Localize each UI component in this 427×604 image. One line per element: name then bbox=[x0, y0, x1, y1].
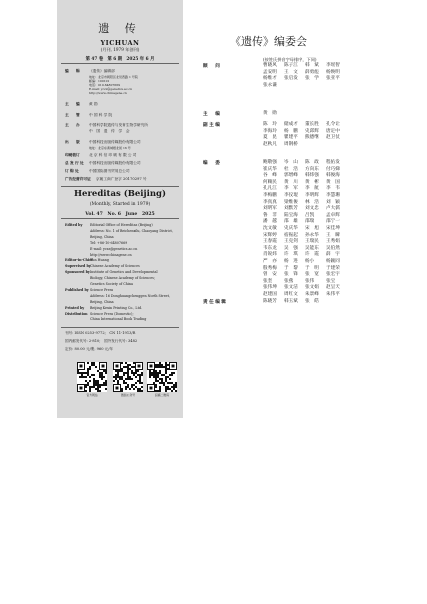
section-label: 副主编 bbox=[203, 123, 222, 128]
order-row: 订 购 处 中国国际图书贸易总公司 bbox=[65, 169, 130, 173]
member-name: 孟卓辉 bbox=[326, 212, 340, 218]
member-name: 熊德继 bbox=[305, 135, 319, 141]
member-name: 何赖民 bbox=[263, 179, 277, 185]
member-name: 陆宝海 bbox=[284, 212, 298, 218]
member-name: 鲁 非 bbox=[263, 212, 277, 218]
member-row bbox=[263, 206, 347, 212]
wechat-qr-code-icon[interactable] bbox=[113, 362, 143, 392]
english-credit-row: Tel: +86-10-64807669 bbox=[90, 240, 128, 245]
member-row bbox=[263, 272, 347, 278]
member-name: 杜 浩 bbox=[284, 166, 298, 172]
english-credit-row: Distribution Science Press (Domestic); bbox=[65, 311, 134, 316]
member-row bbox=[263, 173, 347, 179]
member-name: 杨 鹏 bbox=[284, 128, 298, 134]
member-row bbox=[263, 266, 347, 272]
member-name: 朱景峰 bbox=[305, 292, 319, 297]
member-name: 黄 川 bbox=[284, 179, 298, 185]
postal-code-line: 国内邮发代号: 2-810; 国外发行代号: 3482 bbox=[65, 339, 138, 343]
member-name: 许 霞 bbox=[305, 252, 319, 258]
qr-label: 投稿二维码 bbox=[155, 393, 169, 397]
member-name: 王 文 bbox=[284, 69, 298, 75]
member-name: 李海玲 bbox=[263, 128, 277, 134]
sponsor-row-2: 中 国 遗 传 学 会 bbox=[89, 129, 130, 133]
member-name: 韦东龙 bbox=[263, 245, 277, 251]
member-name: 崔庆华 bbox=[263, 166, 277, 172]
issn-line: 刊号: ISSN 0253-9772; CN 11-1913/R bbox=[65, 331, 136, 335]
member-name: 朱伟平 bbox=[326, 292, 340, 297]
member-name: 王秀娟 bbox=[326, 239, 340, 245]
english-credit-row: Sponsored byInstitute of Genetics and Developmental bbox=[65, 270, 158, 275]
member-row bbox=[263, 135, 347, 141]
member-name: 许 琪 bbox=[284, 252, 298, 258]
sort-note: (按姓氏拼音字母排序，下同) bbox=[263, 57, 317, 62]
member-name: 张启发 bbox=[284, 76, 298, 82]
member-name: 薛勇彪 bbox=[305, 69, 319, 75]
member-row bbox=[263, 239, 347, 245]
member-row bbox=[263, 167, 347, 173]
member-row bbox=[263, 213, 347, 219]
member-name: 李梅鹏 bbox=[263, 193, 277, 198]
member-row bbox=[263, 279, 347, 285]
member-name: 于 黎 bbox=[284, 265, 298, 271]
member-name: 曾 安 bbox=[263, 272, 277, 278]
board-title: 《遗传》编委会 bbox=[230, 35, 307, 48]
member-name: 殷秀梅 bbox=[263, 265, 277, 271]
english-credit-row: Editor-in-ChiefXun Huang bbox=[65, 258, 109, 263]
member-name: 刘明军 bbox=[263, 206, 277, 212]
member-name: 李 军 bbox=[284, 186, 298, 192]
section-label: 责任编辑 bbox=[203, 300, 228, 305]
member-name: 李明辉 bbox=[305, 193, 319, 198]
journal-logo: 遗 传 bbox=[98, 22, 142, 35]
member-name: 陈 政 bbox=[305, 160, 319, 165]
english-credit-row: Printed by Beijing Kexin Printing Co., Ltd. bbox=[65, 305, 143, 310]
english-credit-row: http://www.chinagene.cn bbox=[90, 252, 132, 257]
member-name: 张宝 bbox=[326, 278, 336, 284]
english-credit-row: E-mail: yczz@genetics.ac.cn bbox=[90, 246, 138, 251]
member-name: 赵卫仗 bbox=[326, 135, 340, 141]
member-name: 瞿建平 bbox=[284, 135, 298, 141]
member-name: 张 皓 bbox=[305, 299, 319, 304]
divider bbox=[61, 63, 179, 64]
member-name: 张永谦 bbox=[263, 82, 277, 88]
member-name: 吴能东 bbox=[305, 245, 319, 251]
qr-label: 官方网站 bbox=[86, 393, 98, 397]
member-name: 付巧娣 bbox=[326, 166, 340, 172]
member-name: 吴伯然 bbox=[326, 245, 340, 251]
publisher-row: 出 版 中国科技出版传媒股份有限公司 bbox=[65, 140, 141, 144]
english-credit-row: Address: No. 1 of Beichenxilu, Chaoyang District, bbox=[90, 228, 173, 233]
member-name: 陈子江 bbox=[284, 63, 298, 68]
member-name: 宿振起 bbox=[284, 232, 298, 238]
member-row bbox=[263, 299, 347, 305]
member-name: 张文娟 bbox=[305, 285, 319, 291]
qr-label: 微信公众号 bbox=[121, 393, 135, 397]
member-name: 潘 越 bbox=[263, 219, 277, 225]
member-name: 韩 斌 bbox=[305, 63, 319, 68]
member-name: 杨维才 bbox=[263, 76, 277, 82]
member-name: 刘文忠 bbox=[305, 206, 319, 212]
member-name: 赵建国 bbox=[263, 292, 277, 297]
member-name: 张燕 bbox=[284, 278, 294, 284]
divider bbox=[61, 327, 179, 328]
member-name: 史庆华 bbox=[284, 226, 298, 231]
english-credit-row: Genetics Society of China bbox=[90, 282, 133, 286]
sponsor-row: 主 办 中国科学院遗传与发育生物学研究所 bbox=[65, 123, 148, 127]
member-name: 李仪琨 bbox=[284, 193, 298, 198]
member-name: 陈晓芳 bbox=[263, 299, 277, 304]
printer-row: 印刷装订 北 京 科 信 印 刷 有 限 公 司 bbox=[65, 153, 137, 157]
editor-website[interactable]: http://www.chinagene.cn bbox=[89, 91, 127, 95]
member-row bbox=[263, 259, 347, 265]
member-name: 邵宁一 bbox=[326, 219, 340, 225]
member-name: 孔凡江 bbox=[263, 186, 277, 192]
member-name: 赵秋凡 bbox=[263, 141, 277, 147]
english-credit-row: Address: 16 Donghuangchenggen North Street, bbox=[90, 293, 170, 298]
member-name: 夏 昆 bbox=[263, 135, 277, 141]
member-row bbox=[263, 193, 347, 199]
member-name: 韩俊海 bbox=[326, 173, 340, 179]
website-qr-code-icon[interactable] bbox=[77, 362, 107, 392]
editor-email[interactable]: E-mail: yczz@genetics.ac.cn bbox=[89, 87, 133, 91]
member-name: 王春霞 bbox=[263, 239, 277, 245]
member-name: 方向东 bbox=[305, 166, 319, 172]
member-name: 梁维俊 bbox=[284, 199, 298, 205]
member-name: 程佑发 bbox=[326, 160, 340, 165]
english-credit-row: China International Book Trading bbox=[90, 317, 147, 322]
supervisor-row: 主 管 中 国 科 学 院 bbox=[65, 113, 113, 117]
editor-zip: 邮编：100101 bbox=[89, 79, 110, 83]
member-name: 张伟 bbox=[305, 278, 315, 284]
member-name: 鲍敬强 bbox=[263, 160, 277, 165]
publisher-address: 地址：北京东黄城根北街 16 号 bbox=[89, 146, 131, 150]
english-credit-row: Beijing, China bbox=[90, 299, 114, 304]
member-row bbox=[263, 111, 347, 117]
member-name: 沈文敏 bbox=[263, 226, 277, 231]
member-row bbox=[263, 142, 347, 148]
member-name: 董长胜 bbox=[305, 122, 319, 127]
member-name: 王 瞬 bbox=[326, 232, 340, 238]
member-name: 于建荣 bbox=[326, 265, 340, 271]
member-name: 韩玉斌 bbox=[284, 299, 298, 304]
member-name: 宋佳坤 bbox=[326, 226, 340, 231]
member-row bbox=[263, 219, 347, 225]
member-row bbox=[263, 285, 347, 291]
member-name: 曹晓风 bbox=[263, 63, 277, 68]
member-name: 谷 峰 bbox=[263, 173, 277, 179]
member-row bbox=[263, 160, 347, 166]
member-name: 周钢桥 bbox=[284, 141, 298, 147]
member-name: 吕凯 bbox=[305, 212, 315, 218]
member-name: 宋 旭 bbox=[305, 226, 319, 231]
member-name: 薛 宇 bbox=[326, 252, 340, 258]
member-name: 张 宽 bbox=[305, 272, 319, 278]
chief-editor-row: 主 编 黄 勋 bbox=[65, 102, 98, 106]
member-name: 孔令让 bbox=[326, 122, 340, 127]
member-name: 张文洁 bbox=[284, 285, 298, 291]
english-credit-row: Beijing, China bbox=[90, 234, 114, 239]
member-name: 杨小 bbox=[305, 259, 319, 264]
english-credit-row: Biology, Chinese Academy of Sciences; bbox=[90, 276, 155, 281]
member-name: 宋辉婷 bbox=[263, 232, 277, 238]
member-name: 李慧珊 bbox=[326, 193, 340, 198]
masthead-sidebar bbox=[57, 0, 183, 418]
ad-license-row: 广告经营许可证 京朝工商广登字 20170297 号 bbox=[65, 177, 147, 181]
member-name: 李真真 bbox=[263, 199, 277, 205]
distributor-row: 总 发 行 处 中国科技出版传媒股份有限公司 bbox=[65, 161, 141, 165]
member-row bbox=[263, 186, 347, 192]
member-row bbox=[263, 180, 347, 186]
member-name: 肖锐炜 bbox=[263, 252, 277, 258]
member-name: 严 亦 bbox=[263, 259, 277, 264]
member-row bbox=[263, 246, 347, 252]
member-name: 史邱辉 bbox=[305, 128, 319, 134]
member-name: 黄 彬 bbox=[305, 179, 319, 185]
editor-tel: 电话：010-64807669 bbox=[89, 83, 121, 87]
member-name: 张 学 bbox=[305, 76, 319, 82]
english-founded: (Monthly, Started in 1979) bbox=[89, 202, 151, 207]
member-name: 王克剑 bbox=[284, 239, 298, 245]
member-name: 赵呈天 bbox=[326, 285, 340, 291]
member-name: 杨颖同 bbox=[326, 259, 340, 264]
editor-address: 地址：北京市朝阳区北辰西路 1 号院 bbox=[89, 75, 138, 79]
member-name: 吴 强 bbox=[284, 245, 298, 251]
member-name: 岑 山 bbox=[284, 160, 298, 165]
member-row bbox=[263, 70, 347, 76]
member-name: 唐定中 bbox=[326, 128, 340, 134]
submission-qr-code-icon[interactable] bbox=[147, 362, 177, 392]
member-name: 刘默芳 bbox=[284, 206, 298, 212]
member-name: 张奎 bbox=[263, 278, 273, 284]
founded-note: (月刊, 1979 年创刊) bbox=[100, 47, 140, 52]
journal-title-pinyin: YICHUAN bbox=[100, 39, 140, 47]
member-name: 储成才 bbox=[284, 122, 298, 127]
member-name: 李瑶智 bbox=[326, 63, 340, 68]
member-row bbox=[263, 252, 347, 258]
member-row bbox=[263, 200, 347, 206]
price-line: 定价: 80.00 元/册, 960 元/年 bbox=[65, 347, 114, 351]
member-name: 邵瑞 bbox=[305, 219, 315, 225]
member-name: 张伟坤 bbox=[263, 285, 277, 291]
section-label: 顾 问 bbox=[203, 64, 222, 69]
section-label: 编 委 bbox=[203, 161, 222, 166]
member-name: 陈 玲 bbox=[263, 122, 277, 127]
member-name: 张亚平 bbox=[326, 76, 340, 82]
divider bbox=[61, 186, 179, 187]
member-name: 周红文 bbox=[284, 292, 298, 297]
member-name: 于 明 bbox=[305, 265, 319, 271]
member-name: 杨焕明 bbox=[326, 69, 340, 75]
member-name: 王瑞民 bbox=[305, 239, 319, 245]
english-issue: Vol. 47 No. 6 June 2025 bbox=[85, 212, 155, 217]
member-row bbox=[263, 83, 347, 89]
member-name: 郭增峰 bbox=[284, 173, 298, 179]
english-credit-row: Supervised byChinese Academy of Sciences bbox=[65, 264, 140, 269]
english-credit-row: Published byScience Press bbox=[65, 287, 114, 292]
member-name: 卢大儒 bbox=[326, 206, 340, 212]
member-row bbox=[263, 226, 347, 232]
member-row bbox=[263, 129, 347, 135]
member-name: 韩炜强 bbox=[305, 173, 319, 179]
member-name: 张 锋 bbox=[284, 272, 298, 278]
member-name: 张宏宇 bbox=[326, 272, 340, 278]
member-name: 林 浩 bbox=[305, 199, 319, 205]
divider bbox=[61, 218, 179, 219]
english-credit-row: Edited by Editorial Office of Hereditas (Beijing) bbox=[65, 223, 153, 227]
member-name: 黄 勋 bbox=[263, 111, 277, 116]
section-label: 主 编 bbox=[203, 112, 222, 117]
member-row bbox=[263, 63, 347, 69]
member-row bbox=[263, 122, 347, 128]
member-name: 李 航 bbox=[305, 186, 319, 192]
member-name: 黄 国 bbox=[326, 179, 340, 185]
member-name: 邵 雄 bbox=[284, 219, 298, 225]
member-name: 刘 颖 bbox=[326, 199, 340, 205]
issue-info: 第 47 卷 第 6 期 2025 年 6 月 bbox=[85, 57, 155, 62]
member-row bbox=[263, 292, 347, 298]
member-name: 李 韦 bbox=[326, 186, 340, 192]
member-name: 孙永华 bbox=[305, 232, 319, 238]
member-name: 孟安明 bbox=[263, 69, 277, 75]
member-name: 杨 进 bbox=[284, 259, 298, 264]
member-row bbox=[263, 76, 347, 82]
editor-row: 编 辑 《遗传》编辑部 bbox=[65, 69, 115, 73]
english-title: Hereditas (Beijing) bbox=[74, 189, 166, 199]
member-row bbox=[263, 233, 347, 239]
